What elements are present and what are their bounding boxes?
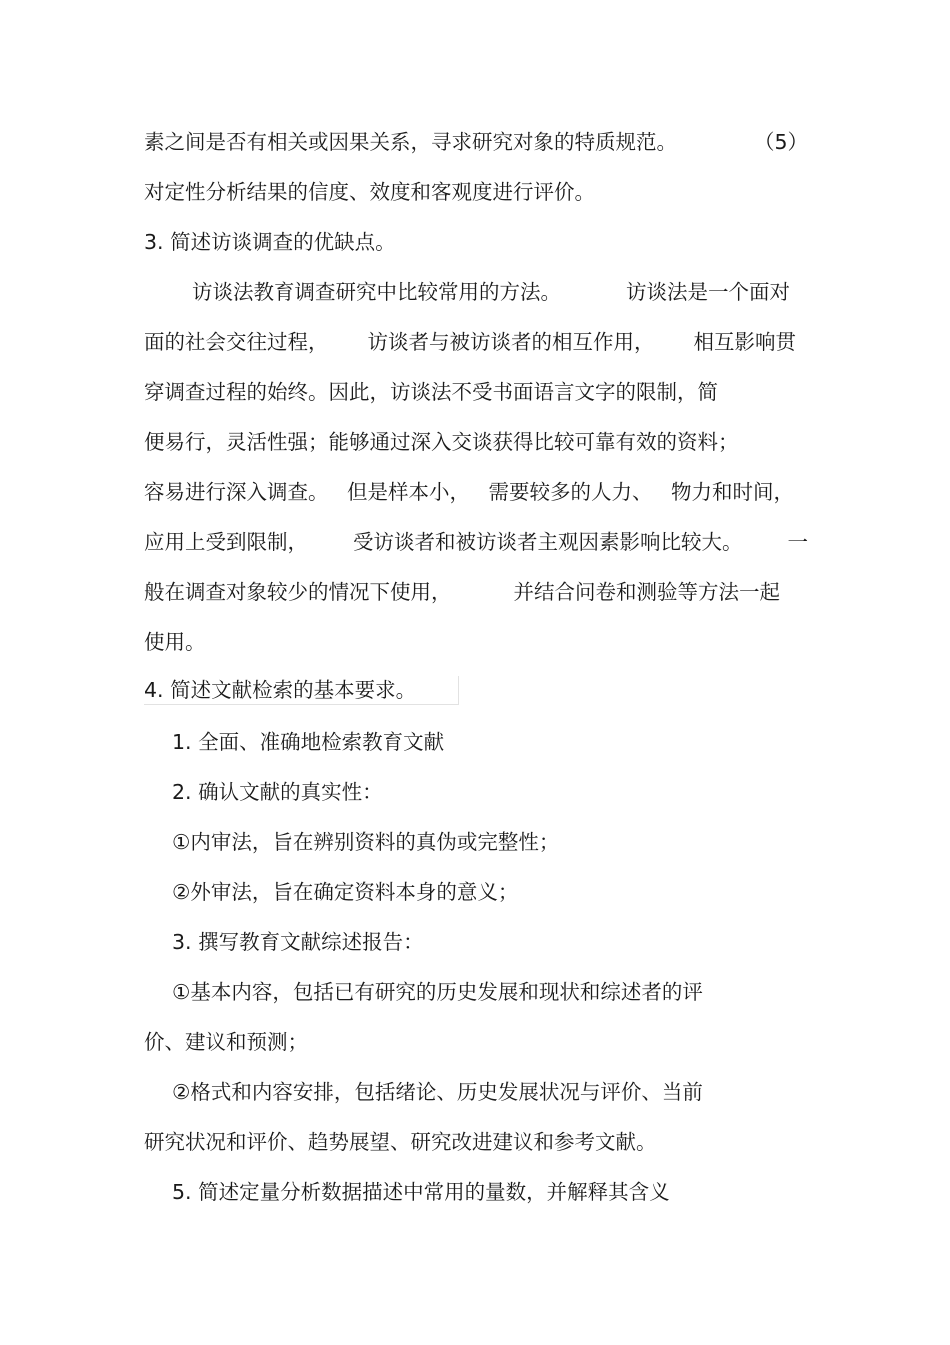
- text-line: [144, 128, 808, 156]
- list-item: ①基本内容，包括已有研究的历史发展和现状和综述者的评: [172, 980, 703, 1004]
- text-line: [144, 528, 808, 556]
- text-line: [144, 578, 780, 606]
- text-segment: 容易进行深入调查。: [144, 480, 329, 504]
- question-heading-3: 3. 简述访谈调查的优缺点。: [144, 230, 396, 254]
- list-item: ②外审法，旨在确定资料本身的意义；: [172, 880, 519, 904]
- question-heading-4: 4. 简述文献检索的基本要求。: [144, 676, 459, 705]
- text-segment: 访谈法是一个面对: [626, 280, 790, 304]
- text-segment: 素之间是否有相关或因果关系，寻求研究对象的特质规范。: [144, 130, 677, 154]
- text-line: [144, 478, 794, 506]
- text-line: [144, 328, 796, 356]
- list-item: 1. 全面、准确地检索教育文献: [172, 730, 445, 754]
- list-item: 3. 撰写教育文献综述报告：: [172, 930, 424, 954]
- text-segment: 物力和时间，: [671, 480, 794, 504]
- text-segment: 应用上受到限制，: [144, 530, 308, 554]
- text-segment: 需要较多的人力、: [488, 480, 653, 504]
- text-segment: 相互影响贯: [693, 330, 796, 354]
- text-line: 便易行，灵活性强；能够通过深入交谈获得比较可靠有效的资料；: [144, 430, 739, 454]
- text-segment: 面的社会交往过程，: [144, 330, 329, 354]
- text-line: 对定性分析结果的信度、效度和客观度进行评价。: [144, 180, 595, 204]
- list-item: ①内审法，旨在辨别资料的真伪或完整性；: [172, 830, 560, 854]
- text-segment: 访谈法教育调查研究中比较常用的方法。: [192, 280, 561, 304]
- text-line: 价、建议和预测；: [144, 1030, 308, 1054]
- question-heading-5: 5. 简述定量分析数据描述中常用的量数，并解释其含义: [172, 1180, 670, 1204]
- text-line: 穿调查过程的始终。因此，访谈法不受书面语言文字的限制，简: [144, 380, 718, 404]
- text-segment: 般在调查对象较少的情况下使用，: [144, 580, 452, 604]
- text-segment: （5）: [753, 130, 808, 154]
- text-segment: 访谈者与被访谈者的相互作用，: [367, 330, 655, 354]
- text-line: 研究状况和评价、趋势展望、研究改进建议和参考文献。: [144, 1130, 657, 1154]
- text-line: 使用。: [144, 630, 206, 654]
- list-item: ②格式和内容安排，包括绪论、历史发展状况与评价、当前: [172, 1080, 703, 1104]
- text-line: [192, 278, 790, 306]
- text-segment: 一: [787, 530, 808, 554]
- list-item: 2. 确认文献的真实性：: [172, 780, 383, 804]
- text-segment: 受访谈者和被访谈者主观因素影响比较大。: [353, 530, 743, 554]
- text-segment: 但是样本小，: [347, 480, 470, 504]
- text-segment: 并结合问卷和测验等方法一起: [513, 580, 780, 604]
